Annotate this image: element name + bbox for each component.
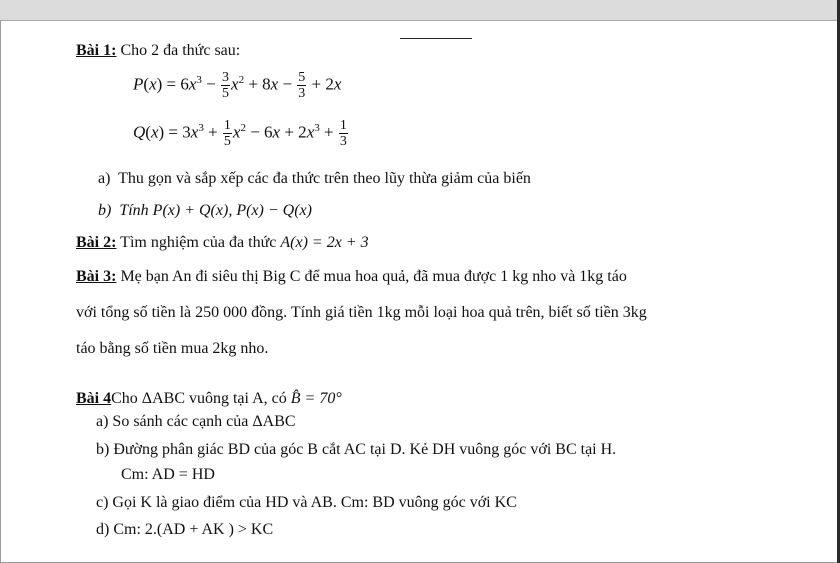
frac-3-5: $\frac{3}{5}$: [222, 70, 230, 101]
q-var: x: [150, 122, 159, 142]
bai4-intro: Cho ΔABC vuông tại A, có: [111, 390, 287, 407]
p-var: x: [149, 74, 157, 94]
bai1-part-a: [98, 169, 531, 189]
header-rule: [400, 38, 472, 39]
formula-q: $Q(x) = 3x^3$ + $\frac{1}{5}$ $x^2 - 6x + 2x^3$ + $\frac{1}{3}$: [133, 118, 347, 149]
bai4-part-a: a) So sánh các cạnh của ΔABC: [96, 413, 296, 430]
bai3-line2: với tổng số tiền là 250 000 đồng. Tính giá tiền 1kg mỗi loại hoa quả trên, biết số tiền 3kg: [76, 304, 647, 321]
bai4-heading: [76, 389, 342, 409]
bai1-part-b: [98, 201, 312, 221]
bai1-b-text: Tính P(x) + Q(x), P(x) − Q(x): [119, 202, 312, 219]
bai3-line3: táo bằng số tiền mua 2kg nho.: [76, 340, 269, 357]
bai1-label: Bài 1:: [76, 42, 117, 59]
bai4-part-c: c) Gọi K là giao điểm của HD và AB. Cm: BD vuông góc với KC: [96, 494, 517, 511]
bai1-a-text: Thu gọn và sắp xếp các đa thức trên theo lũy thừa giảm của biến: [118, 170, 531, 187]
bai2-text: Tìm nghiệm của đa thức: [120, 234, 277, 251]
bai4-part-b: b) Đường phân giác BD của góc B cắt AC tại D. Kẻ DH vuông góc với BC tại H.: [96, 441, 617, 458]
bai2: [76, 233, 369, 253]
bai3-label: Bài 3:: [76, 268, 117, 285]
p-name: P: [133, 74, 144, 94]
bai4-part-d: d) Cm: 2.(AD + AK ) > KC: [96, 521, 274, 538]
bai3-text1: Mẹ bạn An đi siêu thị Big C để mua hoa quả, đã mua được 1 kg nho và 1kg táo: [120, 268, 627, 285]
bai3-line1: [76, 267, 627, 287]
bai2-expr: A(x) = 2x + 3: [280, 234, 369, 251]
bai1-b-label: b): [98, 202, 112, 219]
frac-1-5: $\frac{1}{5}$: [223, 118, 231, 149]
formula-p: $P(x) = 6x^3$ − $\frac{3}{5}$ $x^2 + 8x$ − $\frac{5}{3}$ + 2x: [133, 70, 342, 101]
bai2-label: Bài 2:: [76, 234, 117, 251]
bai4-label: Bài 4: [76, 390, 112, 407]
bai1-a-label: a): [98, 170, 111, 187]
bai4-part-b-proof: Cm: AD = HD: [121, 466, 215, 483]
frac-5-3: $\frac{5}{3}$: [298, 70, 306, 101]
frac-1-3: $\frac{1}{3}$: [339, 118, 347, 149]
top-toolbar-strip: [0, 0, 840, 21]
bai1-intro: Cho 2 đa thức sau:: [120, 42, 241, 59]
q-name: Q: [133, 122, 146, 142]
bai4-angle: B̂ = 70°: [290, 390, 342, 407]
bai1-heading: [76, 41, 240, 61]
